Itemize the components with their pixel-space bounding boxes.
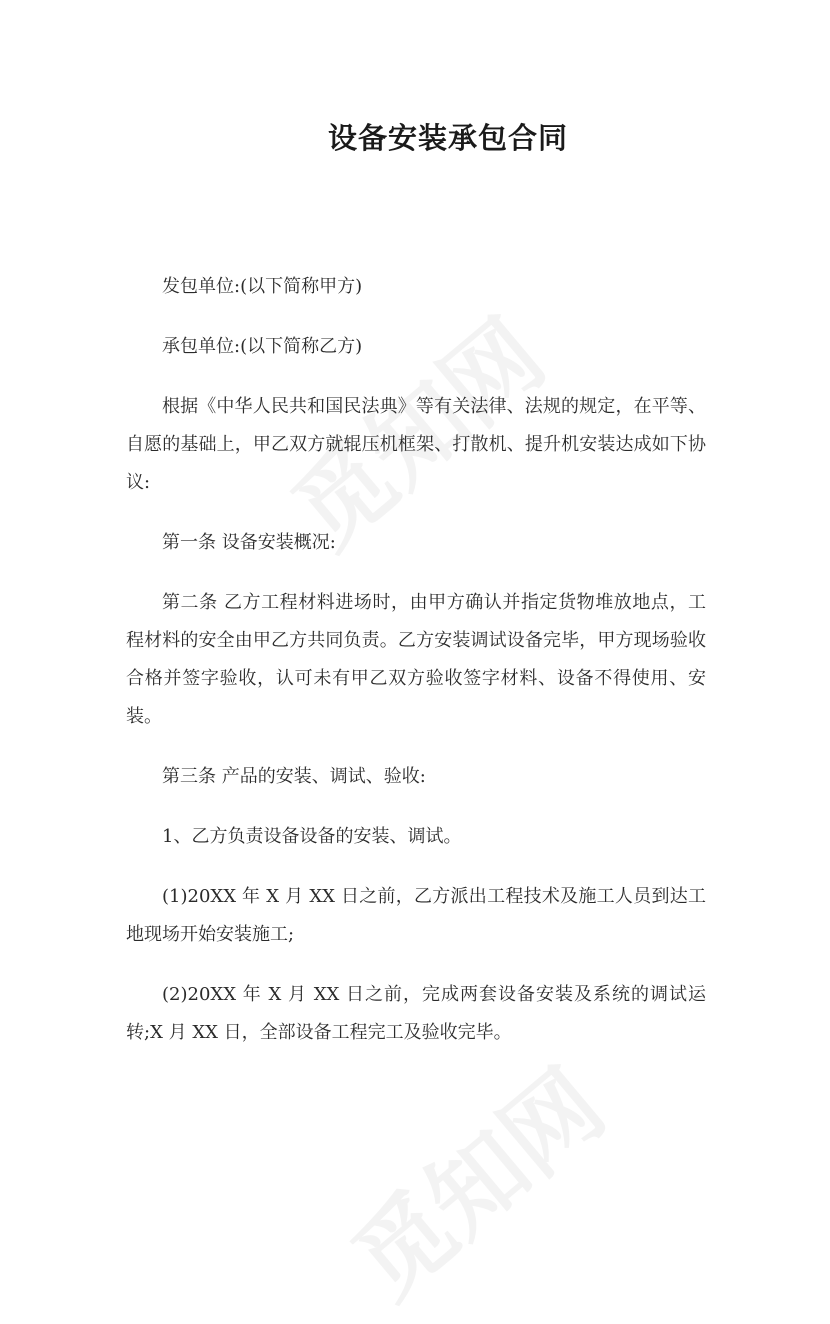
document-title: 设备安装承包合同 (327, 121, 568, 155)
paragraph-preamble: 根据《中华人民共和国民法典》等有关法律、法规的规定，在平等、自愿的基础上，甲乙双方就辊压机框架、打散机、提升机安装达成如下协议: (126, 396, 706, 493)
watermark (320, 1033, 629, 1323)
paragraph-contractor: 承包单位:(以下简称乙方) (162, 336, 363, 357)
paragraph-employer: 发包单位:(以下简称甲方) (162, 276, 363, 297)
paragraph-item-1: 1、乙方负责设备设备的安装、调试。 (162, 826, 462, 847)
paragraph-article-1: 第一条 设备安装概况: (162, 532, 336, 553)
document-body (126, 268, 706, 1074)
paragraph-article-2: 第二条 乙方工程材料进场时，由甲方确认并指定货物堆放地点，工程材料的安全由甲乙方共同负责。乙方安装调试设备完毕，甲方现场验收合格并签字验收，认可未有甲乙双方验收签字材料、设备不得使用、安装。 (126, 592, 706, 727)
paragraph-subitem-1: (1)20XX 年 X 月 XX 日之前，乙方派出工程技术及施工人员到达工地现场开始安装施工; (126, 886, 706, 945)
paragraph-subitem-2: (2)20XX 年 X 月 XX 日之前，完成两套设备安装及系统的调试运转;X 月 XX 日，全部设备工程完工及验收完毕。 (126, 984, 706, 1043)
paragraph-article-3: 第三条 产品的安装、调试、验收: (162, 766, 426, 787)
